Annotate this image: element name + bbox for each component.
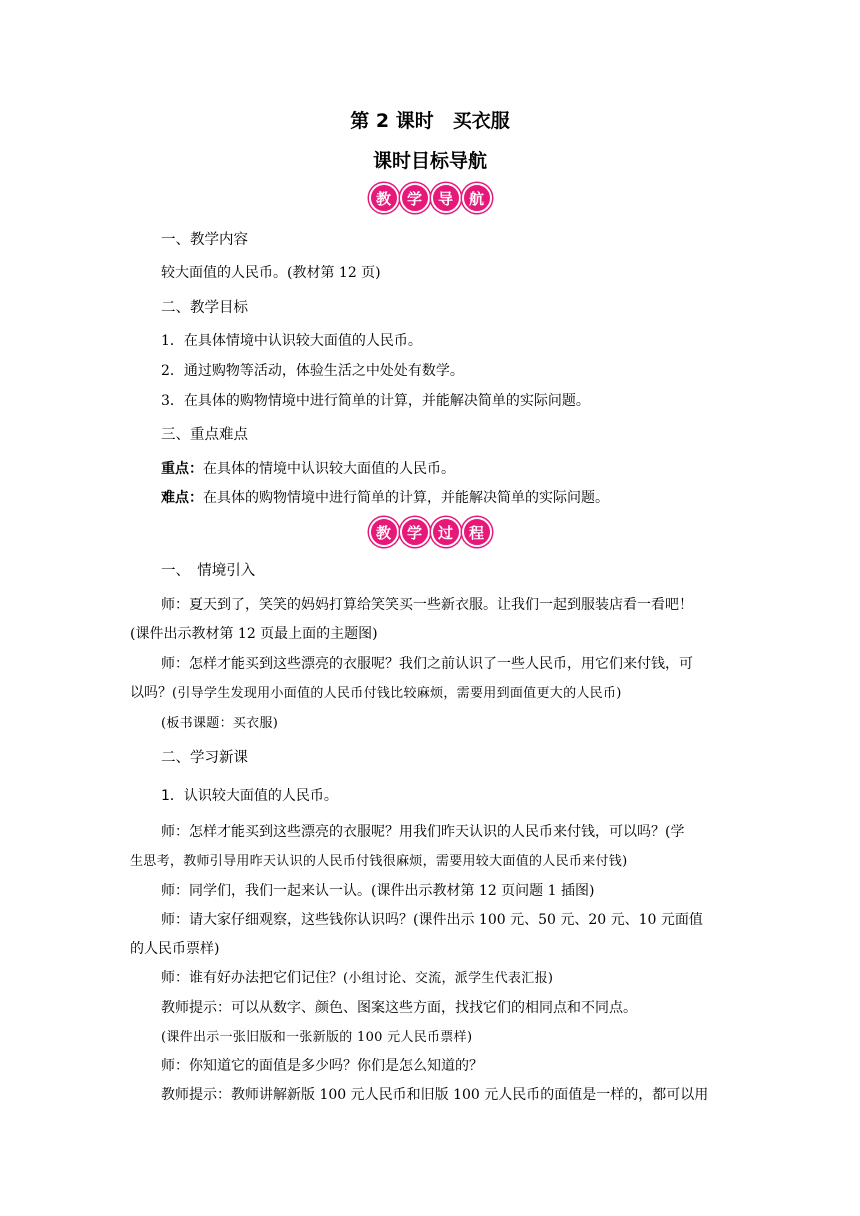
section-title: 课时目标导航: [372, 150, 487, 172]
heading-content: 一、教学内容: [161, 232, 248, 248]
paragraph-line: [161, 967, 553, 987]
difficult-label: 难点：: [161, 490, 203, 506]
paragraph-line: 师：请大家仔细观察，这些钱你认识吗？(课件出示 100 元、50 元、20 元、10 元面值: [161, 912, 703, 928]
lesson-title: 第 2 课时 买衣服: [350, 110, 510, 132]
content-text: 较大面值的人民币。(教材第 12 页): [161, 265, 381, 281]
key-point: [161, 458, 455, 478]
key-label: 重点：: [161, 461, 203, 477]
heading-intro: 一、 情境引入: [161, 563, 256, 579]
badge-char: 学: [400, 517, 430, 547]
paragraph-line: 的人民币票样): [130, 941, 220, 957]
paragraph-line: 师：同学们，我们一起来认一认。(课件出示教材第 12 页问题 1 插图): [161, 883, 595, 899]
paragraph-line: [130, 682, 622, 702]
paragraph-line: 师：怎样才能买到这些漂亮的衣服呢？用我们昨天认识的人民币来付钱，可以吗？(学: [161, 824, 685, 840]
heading-key-points: 三、重点难点: [161, 427, 248, 443]
text-span: 师：谁有好办法把它们记住？: [161, 970, 343, 986]
badge-char: 航: [462, 183, 492, 213]
badge-char: 过: [431, 517, 461, 547]
badge-char: 学: [400, 183, 430, 213]
paragraph-line: 生思考，教师引导用昨天认识的人民币付钱很麻烦，需要用较大面值的人民币来付钱): [130, 854, 628, 869]
subheading: 1．认识较大面值的人民币。: [161, 788, 338, 804]
paragraph-line: (板书课题：买衣服): [161, 716, 279, 731]
paragraph-line: 教师提示：教师讲解新版 100 元人民币和旧版 100 元人民币的面值是一样的，都可以用: [161, 1087, 709, 1103]
teaching-process-badge: [0, 517, 860, 547]
goal-item: 1．在具体情境中认识较大面值的人民币。: [161, 333, 422, 349]
paragraph-line: 师：怎样才能买到这些漂亮的衣服呢？我们之前认识了一些人民币，用它们来付钱，可: [161, 656, 693, 672]
difficult-point: [161, 487, 609, 507]
paragraph-line: (课件出示一张旧版和一张新版的 100 元人民币票样): [161, 1030, 473, 1045]
difficult-text: 在具体的购物情境中进行简单的计算，并能解决简单的实际问题。: [203, 490, 609, 506]
heading-goals: 二、教学目标: [161, 300, 248, 316]
goal-item: 3．在具体的购物情境中进行简单的计算，并能解决简单的实际问题。: [161, 393, 590, 409]
badge-char: 程: [462, 517, 492, 547]
badge-char: 导: [431, 183, 461, 213]
paragraph-line: 师：夏天到了，笑笑的妈妈打算给笑笑买一些新衣服。让我们一起到服装店看一看吧！: [161, 597, 693, 613]
key-text: 在具体的情境中认识较大面值的人民币。: [203, 461, 455, 477]
goal-item: 2．通过购物等活动，体验生活之中处处有数学。: [161, 363, 464, 379]
paragraph-line: (课件出示教材第 12 页最上面的主题图): [130, 626, 378, 642]
teaching-guide-badge: [0, 183, 860, 213]
note-span: (小组讨论、交流，派学生代表汇报): [343, 971, 554, 986]
text-span: 以吗？: [130, 685, 172, 701]
paragraph-line: 教师提示：可以从数字、颜色、图案这些方面，找找它们的相同点和不同点。: [161, 1000, 637, 1016]
badge-char: 教: [369, 517, 399, 547]
note-span: (引导学生发现用小面值的人民币付钱比较麻烦，需要用到面值更大的人民币): [172, 686, 622, 701]
heading-new-lesson: 二、学习新课: [161, 750, 248, 766]
paragraph-line: 师：你知道它的面值是多少吗？你们是怎么知道的？: [161, 1058, 483, 1074]
badge-char: 教: [369, 183, 399, 213]
